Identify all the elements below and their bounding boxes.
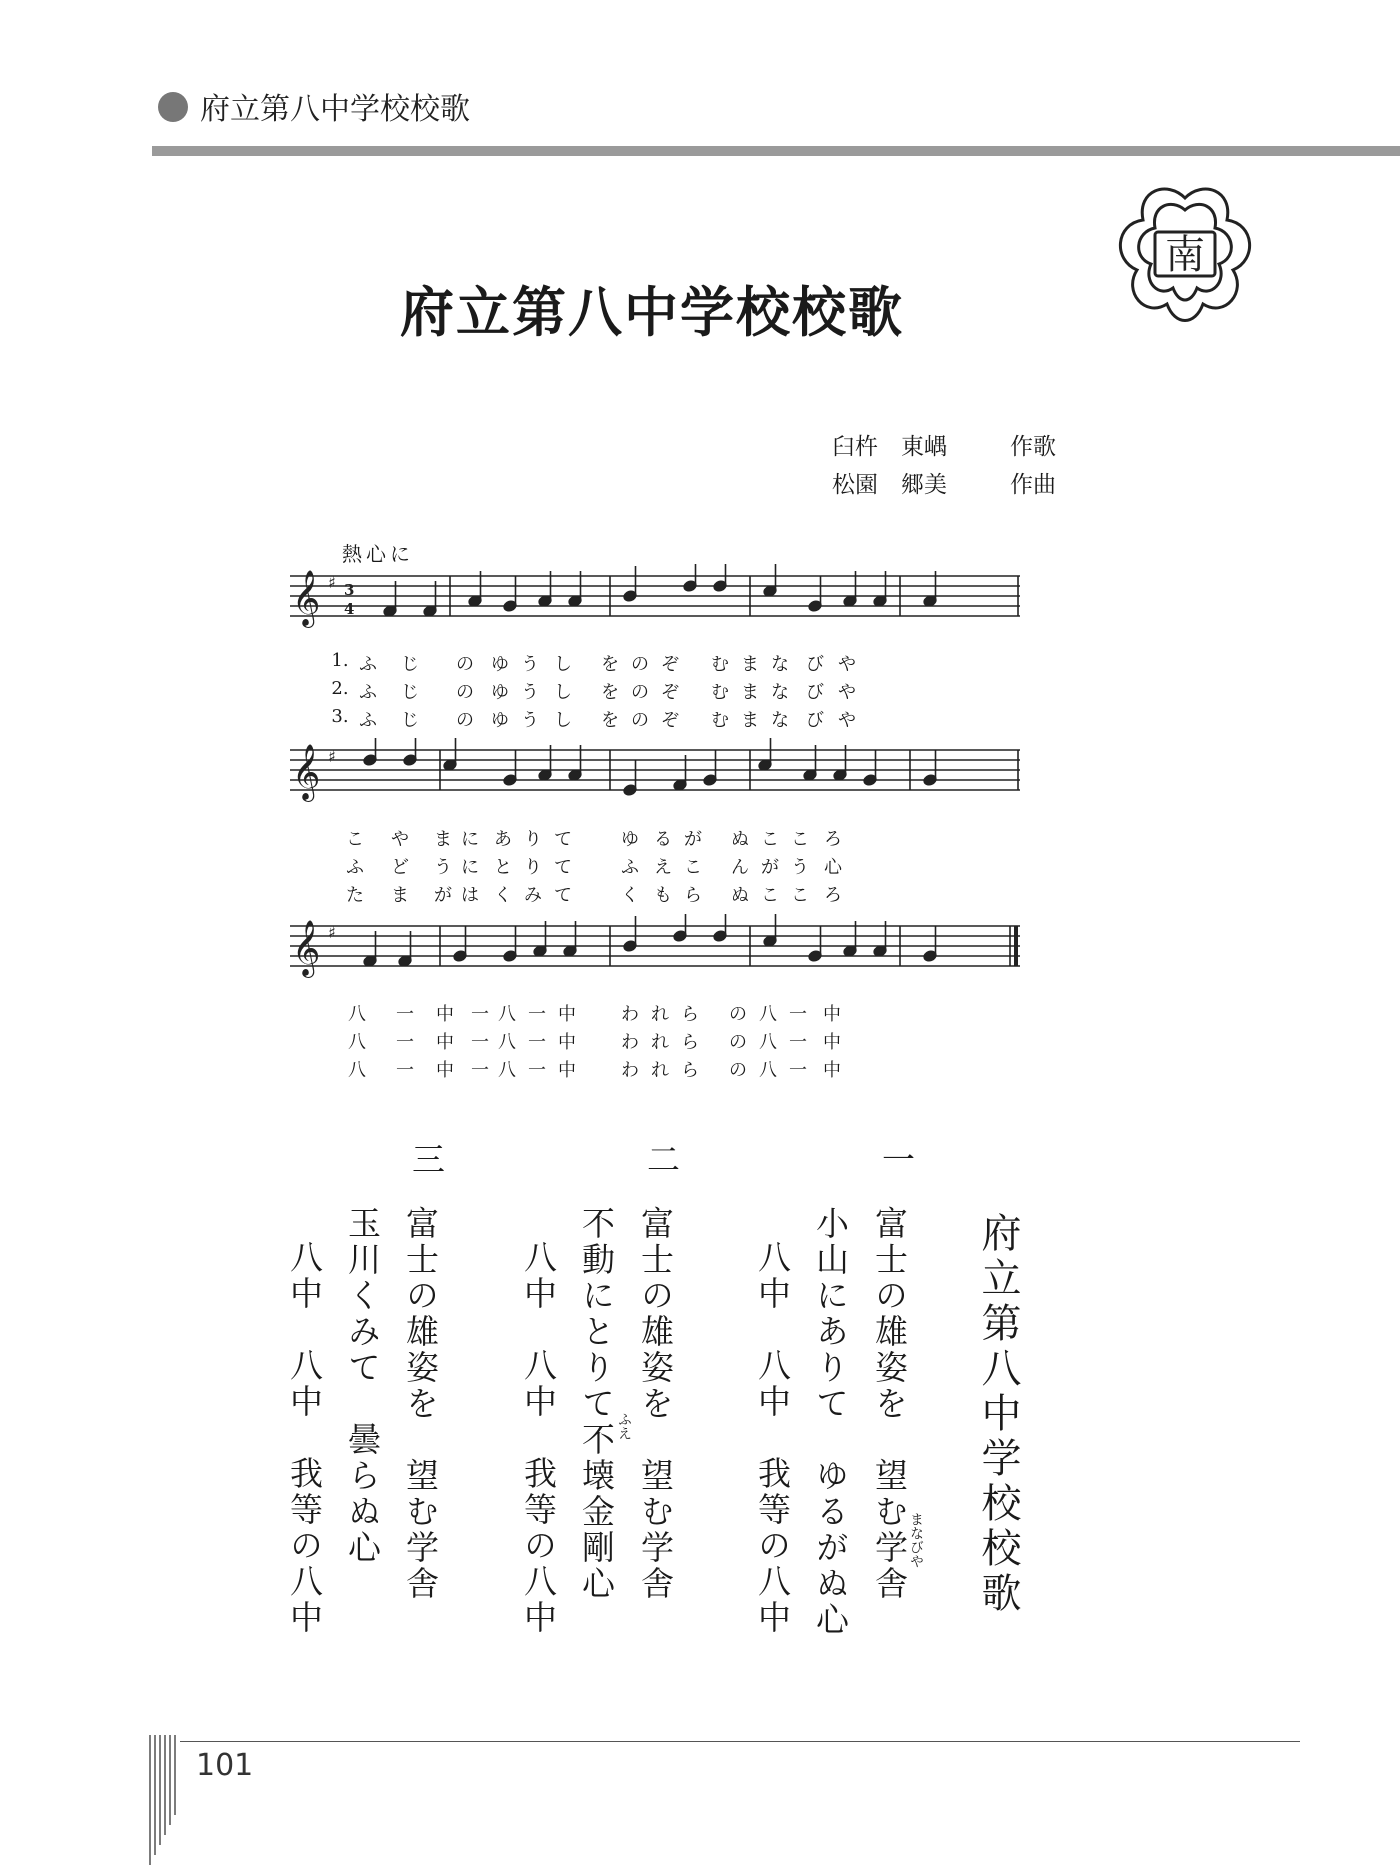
lyric-syllable: 一 — [528, 1032, 546, 1053]
footer-rule — [180, 1741, 1300, 1742]
verse-2-number: 二 — [642, 1142, 681, 1178]
emblem-text: 南 — [1165, 232, 1205, 278]
lyric-syllable: ぞ — [661, 654, 679, 675]
lyric-syllable: わ — [621, 1032, 639, 1053]
lyric-syllable: び — [806, 682, 824, 703]
sharp-icon: ♯ — [328, 573, 336, 592]
lyric-syllable: し — [554, 654, 572, 675]
lyric-syllable: む — [711, 682, 729, 703]
lyric-syllable: の — [456, 654, 474, 675]
lyric-syllable: え — [654, 857, 672, 878]
lyric-syllable: ら — [681, 1060, 699, 1081]
lyric-syllable: ゆ — [491, 710, 509, 731]
lyric-syllable: の — [729, 1004, 747, 1025]
lyric-syllable: 八 — [498, 1060, 516, 1081]
lyric-syllable: み — [524, 885, 542, 906]
lyric-syllable: 八 — [759, 1032, 777, 1053]
notes-staff-2 — [363, 738, 937, 796]
lyricist-name: 臼杵 東嵎 — [832, 434, 947, 460]
lyric-syllable: 八 — [759, 1060, 777, 1081]
lyric-syllable: 中 — [823, 1004, 841, 1025]
lyric-syllable: ふ — [346, 857, 364, 878]
lyric-syllable: ら — [681, 1032, 699, 1053]
school-emblem-icon — [1115, 180, 1255, 325]
lyric-syllable: う — [434, 857, 452, 878]
lyric-syllable: う — [521, 682, 539, 703]
lyric-syllable: ら — [684, 885, 702, 906]
lyric-syllable: り — [524, 829, 542, 850]
lyric-syllable: ま — [434, 829, 452, 850]
verse-3-line-3: 八中 八中 我等の八中 — [285, 1240, 324, 1636]
lyric-syllable: 八 — [498, 1004, 516, 1025]
verse-3-line-2: 玉川くみて 曇らぬ心 — [343, 1206, 382, 1566]
lyric-syllable: う — [521, 710, 539, 731]
lyric-syllable: や — [391, 829, 409, 850]
lyric-syllable: が — [684, 829, 702, 850]
lyric-syllable: の — [631, 682, 649, 703]
lyric-syllable: れ — [651, 1004, 669, 1025]
lyric-syllable: 中 — [823, 1032, 841, 1053]
lyric-syllable: 一 — [471, 1032, 489, 1053]
lyric-syllable: に — [461, 857, 479, 878]
verse-2-ruby: ふえ — [616, 1412, 632, 1440]
lyric-syllable: や — [838, 682, 856, 703]
lyric-syllable: て — [554, 829, 572, 850]
sharp-icon: ♯ — [328, 747, 336, 766]
lyric-syllable: が — [434, 885, 452, 906]
lyric-syllable: 一 — [471, 1004, 489, 1025]
lyric-syllable: う — [791, 857, 809, 878]
lyric-syllable: わ — [621, 1060, 639, 1081]
lyric-syllable: 1. — [331, 650, 349, 671]
treble-clef-icon: 𝄞 — [292, 570, 321, 626]
lyric-syllable: 一 — [396, 1060, 414, 1081]
lyric-syllable: こ — [791, 829, 809, 850]
lyric-syllable: 中 — [558, 1032, 576, 1053]
lyric-syllable: こ — [791, 885, 809, 906]
lyric-syllable: の — [729, 1060, 747, 1081]
header-title: 府立第八中学校校歌 — [200, 92, 470, 127]
lyric-syllable: 2. — [331, 678, 349, 699]
lyric-syllable: ら — [681, 1004, 699, 1025]
verse-1-number: 一 — [877, 1142, 916, 1178]
lyric-syllable: ぬ — [731, 885, 749, 906]
lyric-syllable: 中 — [558, 1060, 576, 1081]
lyric-syllable: 中 — [436, 1032, 454, 1053]
verse-1-line-1: 富士の雄姿を 望む学舎 — [870, 1206, 909, 1602]
lyric-syllable: や — [838, 710, 856, 731]
lyric-syllable: あ — [494, 829, 512, 850]
composer-name: 松園 郷美 — [832, 472, 947, 498]
treble-clef-icon: 𝄞 — [292, 744, 321, 800]
lyric-syllable: ふ — [359, 654, 377, 675]
verse-1-ruby: まなびや — [908, 1512, 924, 1568]
lyric-syllable: 中 — [436, 1060, 454, 1081]
lyric-syllable: や — [838, 654, 856, 675]
lyric-syllable: 一 — [528, 1060, 546, 1081]
verse-3-line-1: 富士の雄姿を 望む学舎 — [401, 1206, 440, 1602]
footer-decoration — [148, 1735, 188, 1865]
lyricist-role: 作歌 — [1010, 434, 1056, 460]
lyric-syllable: び — [806, 654, 824, 675]
lyric-syllable: な — [771, 710, 789, 731]
lyric-syllable: 3. — [331, 706, 349, 727]
lyric-syllable: の — [456, 682, 474, 703]
lyric-syllable: 一 — [789, 1004, 807, 1025]
lyric-syllable: 一 — [789, 1060, 807, 1081]
lyric-syllable: て — [554, 885, 572, 906]
verse-1-line-2: 小山にありて ゆるがぬ心 — [811, 1206, 850, 1638]
verse-3-number: 三 — [407, 1142, 446, 1178]
lyric-syllable: ま — [741, 682, 759, 703]
lyric-syllable: 一 — [396, 1032, 414, 1053]
header-bullet-icon — [158, 92, 188, 122]
lyric-syllable: く — [621, 885, 639, 906]
lyric-syllable: 八 — [498, 1032, 516, 1053]
lyric-syllable: ま — [741, 654, 759, 675]
time-sig-top: 3 — [344, 581, 355, 599]
lyric-syllable: な — [771, 654, 789, 675]
lyric-syllable: び — [806, 710, 824, 731]
lyric-syllable: は — [461, 885, 479, 906]
verse-2-line-2: 不動にとりて不壊金剛心 — [577, 1206, 616, 1602]
lyric-syllable: 心 — [824, 857, 842, 878]
lyric-syllable: 八 — [348, 1032, 366, 1053]
lyric-syllable: を — [601, 682, 619, 703]
lyric-syllable: が — [761, 857, 779, 878]
lyric-syllable: り — [524, 857, 542, 878]
notes-staff-3 — [363, 914, 937, 967]
lyric-syllable: ど — [391, 857, 409, 878]
lyric-syllable: た — [346, 885, 364, 906]
lyric-syllable: わ — [621, 1004, 639, 1025]
lyric-syllable: 一 — [528, 1004, 546, 1025]
page-title: 府立第八中学校校歌 — [400, 280, 904, 344]
lyric-syllable: ろ — [824, 885, 842, 906]
lyric-syllable: を — [601, 710, 619, 731]
lyric-syllable: ふ — [359, 682, 377, 703]
lyric-syllable: じ — [401, 654, 419, 675]
lyric-syllable: て — [554, 857, 572, 878]
lyric-syllable: ん — [731, 857, 749, 878]
composer-role: 作曲 — [1010, 472, 1056, 498]
verse-1-line-3: 八中 八中 我等の八中 — [753, 1240, 792, 1636]
page-number: 101 — [196, 1748, 254, 1783]
lyric-syllable: こ — [684, 857, 702, 878]
sharp-icon: ♯ — [328, 923, 336, 942]
lyric-syllable: 中 — [558, 1004, 576, 1025]
lyric-syllable: を — [601, 654, 619, 675]
lyric-syllable: ゆ — [491, 682, 509, 703]
lyric-syllable: ゆ — [491, 654, 509, 675]
treble-clef-icon: 𝄞 — [292, 920, 321, 976]
music-staff-3 — [290, 914, 1020, 984]
lyric-syllable: 八 — [348, 1060, 366, 1081]
lyric-syllable: じ — [401, 682, 419, 703]
lyric-syllable: 一 — [396, 1004, 414, 1025]
lyric-syllable: れ — [651, 1032, 669, 1053]
lyric-syllable: ふ — [359, 710, 377, 731]
lyric-syllable: ぬ — [731, 829, 749, 850]
lyric-syllable: の — [631, 710, 649, 731]
music-staff-1 — [290, 564, 1020, 634]
verse-2-line-3: 八中 八中 我等の八中 — [519, 1240, 558, 1636]
lyric-syllable: ぞ — [661, 710, 679, 731]
lyric-syllable: む — [711, 654, 729, 675]
lyric-syllable: ろ — [824, 829, 842, 850]
lyric-syllable: な — [771, 682, 789, 703]
lyric-syllable: る — [654, 829, 672, 850]
tempo-marking: 熱心に — [342, 542, 414, 566]
lyric-syllable: こ — [761, 829, 779, 850]
lyric-syllable: の — [456, 710, 474, 731]
lyric-syllable: 中 — [436, 1004, 454, 1025]
lyric-syllable: ま — [741, 710, 759, 731]
lyric-syllable: 一 — [471, 1060, 489, 1081]
lyric-syllable: む — [711, 710, 729, 731]
lyric-syllable: う — [521, 654, 539, 675]
lyric-syllable: 八 — [348, 1004, 366, 1025]
lyric-syllable: ふ — [621, 857, 639, 878]
notes-staff-1 — [383, 564, 937, 617]
lyric-syllable: に — [461, 829, 479, 850]
music-staff-2 — [290, 738, 1020, 808]
lyric-syllable: 八 — [759, 1004, 777, 1025]
lyric-syllable: の — [729, 1032, 747, 1053]
lyric-syllable: れ — [651, 1060, 669, 1081]
time-sig-bottom: 4 — [344, 600, 355, 618]
lyric-syllable: の — [631, 654, 649, 675]
header-rule — [152, 146, 1400, 156]
lyric-syllable: ま — [391, 885, 409, 906]
lyric-syllable: ぞ — [661, 682, 679, 703]
lyric-syllable: こ — [761, 885, 779, 906]
lyric-syllable: し — [554, 682, 572, 703]
lyric-syllable: こ — [346, 829, 364, 850]
lyric-syllable: と — [494, 857, 512, 878]
verse-2-line-1: 富士の雄姿を 望む学舎 — [636, 1206, 675, 1602]
lyric-syllable: し — [554, 710, 572, 731]
lyric-syllable: じ — [401, 710, 419, 731]
lyric-syllable: 一 — [789, 1032, 807, 1053]
lyric-syllable: も — [654, 885, 672, 906]
lyric-syllable: 中 — [823, 1060, 841, 1081]
verse-section-title: 府立第八中学校校歌 — [975, 1212, 1021, 1617]
lyric-syllable: ゆ — [621, 829, 639, 850]
lyric-syllable: く — [494, 885, 512, 906]
